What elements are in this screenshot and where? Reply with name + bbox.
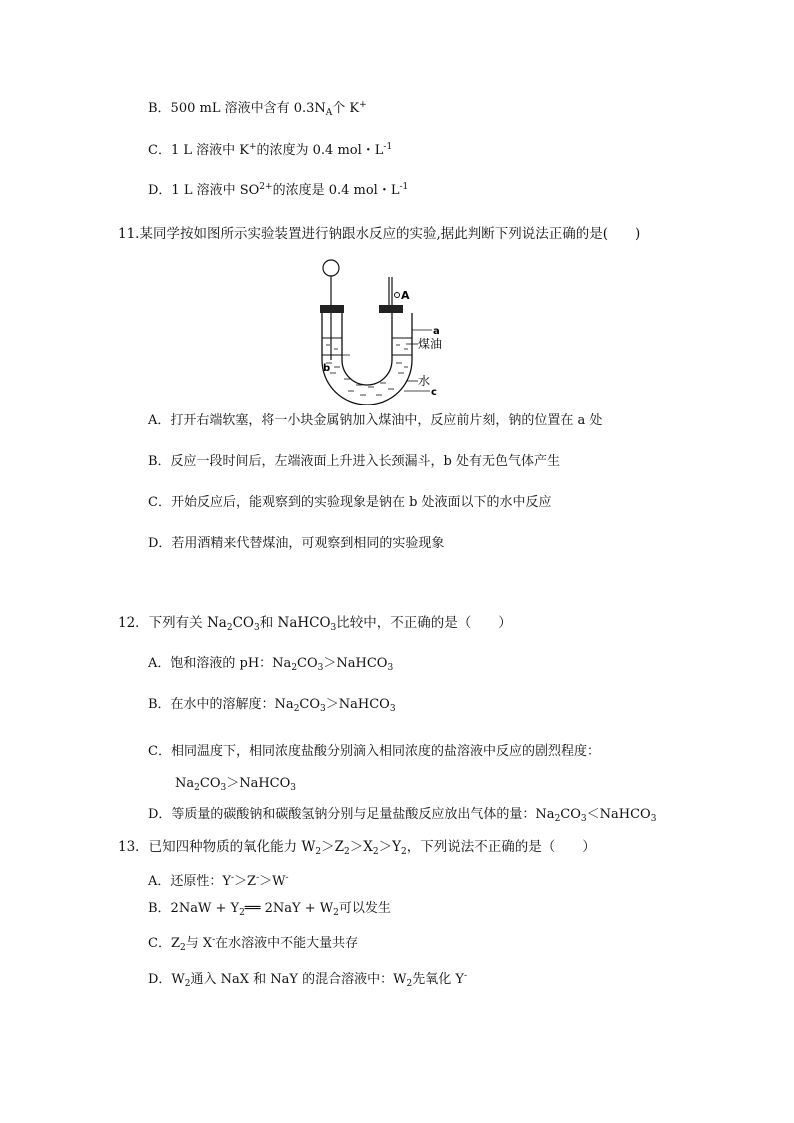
kerosene-fill: [326, 345, 408, 349]
q11-option-c: C．开始反应后，能观察到的实验现象是钠在 b 处液面以下的水中反应: [148, 495, 552, 510]
water-fill: [326, 363, 408, 395]
q13-option-a: A．还原性：Y-＞Z-＞W-: [148, 873, 289, 889]
funnel-bulb: [323, 260, 339, 276]
q11-option-a: A．打开右端软塞，将一小块金属钠加入煤油中，反应前片刻，钠的位置在 a 处: [148, 413, 603, 428]
q10-option-d: D．1 L 溶液中 $SO^{2+}$的浓度是 0.4 mol・$L^{-1}$: [148, 182, 409, 198]
q13-option-d: D．$W_2$通入 NaX 和 NaY 的混合溶液中：$W_2$先氧化 Y-: [148, 971, 468, 989]
q12-option-d: D．等质量的碳酸钠和碳酸氢钠分别与足量盐酸反应放出气体的量：$Na_2CO_3<NaHCO_3$: [148, 807, 657, 824]
label-b: b: [323, 363, 331, 374]
q12-option-c: C．相同温度下，相同浓度盐酸分别滴入相同浓度的盐溶液中反应的剧烈程度：: [148, 744, 600, 759]
label-kerosene: 煤油: [418, 337, 443, 351]
q12-option-b: B．在水中的溶解度：$Na_2CO_3>NaHCO_3$: [148, 697, 396, 714]
q10-option-b: B．500 mL 溶液中含有 $0.3N_A$个 K+: [148, 100, 367, 118]
label-a: a: [433, 326, 440, 337]
right-stopper: [379, 305, 403, 313]
stopcock-valve: [395, 293, 400, 298]
u-tube-inner: [342, 313, 392, 385]
q10-option-c: C．1 L 溶液中 K+的浓度为 0.4 mol・$L^{-1}$: [148, 142, 393, 158]
label-water: 水: [418, 374, 431, 388]
q12-stem: 12．下列有关 $Na_2CO_3$和 NaHCO$_3$比较中，不正确的是（ ）: [118, 615, 512, 633]
q12-option-a: A．饱和溶液的 pH：$Na_2CO_3>NaHCO_3$: [148, 656, 394, 673]
q12-option-c-cont: $Na_2CO_3>NaHCO_3$: [175, 776, 297, 793]
label-A: A: [401, 289, 410, 302]
q11-option-d: D．若用酒精来代替煤油，可观察到相同的实验现象: [148, 536, 445, 551]
q13-option-b: B．$2NaW + Y_2══$ $2NaY + W_2$可以发生: [148, 901, 391, 918]
q11-option-b: B．反应一段时间后，左端液面上升进入长颈漏斗，b 处有无色气体产生: [148, 454, 561, 469]
left-stopper: [320, 305, 344, 313]
q11-stem: 11.某同学按如图所示实验装置进行钠跟水反应的实验,据此判断下列说法正确的是( ): [118, 226, 641, 242]
u-tube-apparatus-figure: [300, 255, 460, 405]
u-tube-outer: [322, 313, 412, 405]
q13-option-c: C．$Z_2$与 X-在水溶液中不能大量共存: [148, 935, 359, 953]
label-c: c: [431, 387, 437, 398]
q13-stem: 13．已知四种物质的氧化能力 $W_2>Z_2>X_2>Y_2$，下列说法不正确的是（ ）: [118, 839, 596, 857]
